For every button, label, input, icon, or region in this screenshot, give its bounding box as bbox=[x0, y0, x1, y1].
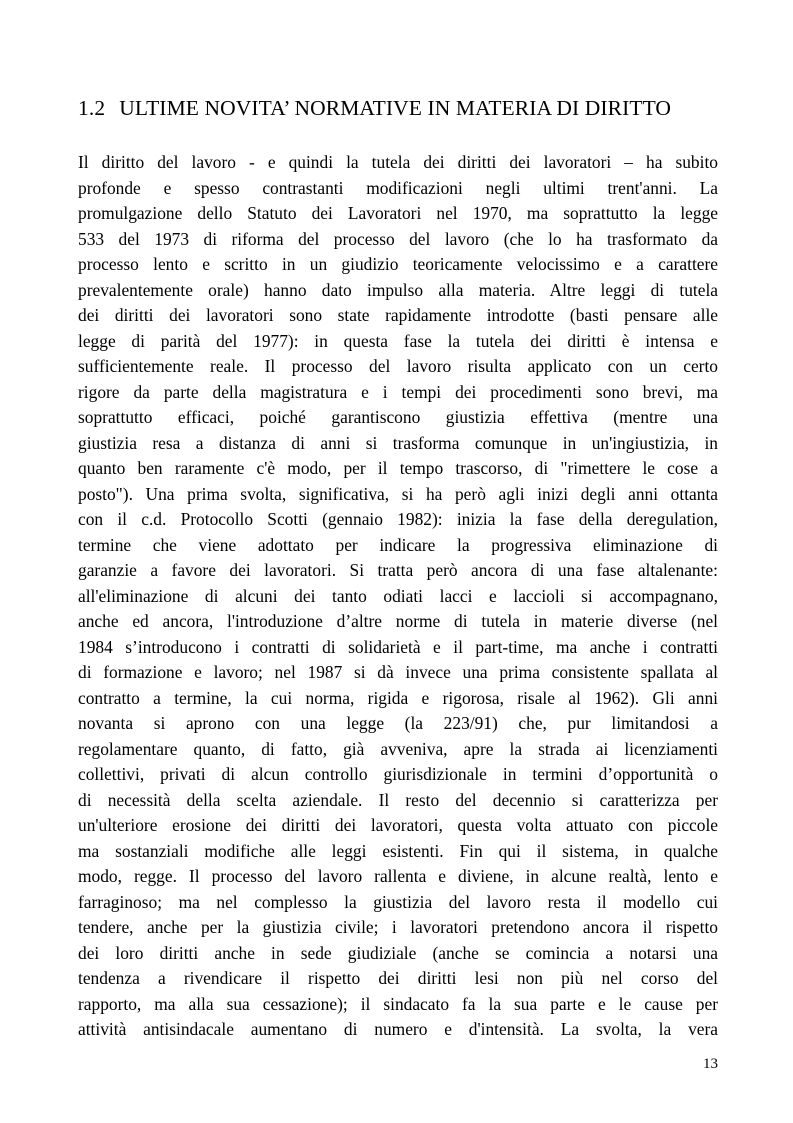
text-line: promulgazione dello Statuto dei Lavoratori nel 1970, ma soprattutto la legge bbox=[78, 203, 718, 223]
text-line: giustizia resa a distanza di anni si trasforma comunque in un'ingiustizia, in bbox=[78, 432, 718, 453]
text-line: di necessità della scelta aziendale. Il resto del decennio si caratterizza per bbox=[78, 789, 718, 810]
text-line: Il diritto del lavoro - e quindi la tutela dei diritti dei lavoratori – ha subito bbox=[78, 152, 718, 172]
section-title: ULTIME NOVITA’ NORMATIVE IN MATERIA DI DIRITTO bbox=[119, 96, 672, 120]
text-line: con il c.d. Protocollo Scotti (gennaio 1982): inizia la fase della deregulation, bbox=[78, 509, 718, 529]
text-line: anche ed ancora, l'introduzione d’altre norme di tutela in materie diverse (nel bbox=[78, 611, 718, 631]
text-line: all'eliminazione di alcuni dei tanto odiati lacci e laccioli si accompagnano, bbox=[78, 585, 718, 606]
text-line: garanzie a favore dei lavoratori. Si tratta però ancora di una fase altalenante: bbox=[78, 560, 718, 580]
text-line: attività antisindacale aumentano di numero e d'intensità. La svolta, la vera bbox=[78, 1019, 718, 1039]
body-paragraph bbox=[78, 150, 718, 1043]
text-line: dei loro diritti anche in sede giudiziale (anche se comincia a notarsi una bbox=[78, 942, 718, 963]
page-number: 13 bbox=[703, 1056, 718, 1072]
text-line: termine che viene adottato per indicare la progressiva eliminazione di bbox=[78, 534, 718, 555]
text-line: tendere, anche per la giustizia civile; i lavoratori pretendono ancora il rispetto bbox=[78, 917, 718, 937]
section-number: 1.2 bbox=[78, 96, 106, 120]
text-line: farraginoso; ma nel complesso la giustizia del lavoro resta il modello cui bbox=[78, 891, 718, 912]
text-line: di formazione e lavoro; nel 1987 si dà invece una prima consistente spallata al bbox=[78, 662, 718, 682]
text-line: 1984 s’introducono i contratti di solidarietà e il part-time, ma anche i contratti bbox=[78, 636, 718, 657]
text-line: 533 del 1973 di riforma del processo del lavoro (che lo ha trasformato da bbox=[78, 228, 718, 249]
text-line: rigore da parte della magistratura e i tempi dei procedimenti sono brevi, ma bbox=[78, 381, 718, 402]
text-line: quanto ben raramente c'è modo, per il tempo trascorso, di "rimettere le cose a bbox=[78, 458, 718, 478]
text-line: rapporto, ma alla sua cessazione); il sindacato fa la sua parte e le cause per bbox=[78, 993, 718, 1014]
text-line: posto"). Una prima svolta, significativa, si ha però agli inizi degli anni ottanta bbox=[78, 483, 718, 504]
text-line: processo lento e scritto in un giudizio teoricamente velocissimo e a carattere bbox=[78, 254, 718, 274]
text-line: ma sostanziali modifiche alle leggi esistenti. Fin qui il sistema, in qualche bbox=[78, 840, 718, 861]
text-line: prevalentemente orale) hanno dato impulso alla materia. Altre leggi di tutela bbox=[78, 279, 718, 300]
text-line: legge di parità del 1977): in questa fase la tutela dei diritti è intensa e bbox=[78, 330, 718, 351]
text-line: soprattutto efficaci, poiché garantiscono giustizia effettiva (mentre una bbox=[78, 407, 718, 427]
section-heading bbox=[78, 96, 738, 121]
text-line: contratto a termine, la cui norma, rigida e rigorosa, risale al 1962). Gli anni bbox=[78, 687, 718, 708]
text-line: sufficientemente reale. Il processo del lavoro risulta applicato con un certo bbox=[78, 356, 718, 376]
text-line: tendenza a rivendicare il rispetto dei diritti lesi non più nel corso del bbox=[78, 968, 718, 988]
text-line: regolamentare quanto, di fatto, già avveniva, apre la strada ai licenziamenti bbox=[78, 738, 718, 759]
text-line: profonde e spesso contrastanti modificazioni negli ultimi trent'anni. La bbox=[78, 177, 718, 198]
text-line: collettivi, privati di alcun controllo giurisdizionale in termini d’opportunità o bbox=[78, 764, 718, 784]
text-line: dei diritti dei lavoratori sono state rapidamente introdotte (basti pensare alle bbox=[78, 305, 718, 325]
text-line: un'ulteriore erosione dei diritti dei lavoratori, questa volta attuato con piccole bbox=[78, 815, 718, 835]
text-line: novanta si aprono con una legge (la 223/91) che, pur limitandosi a bbox=[78, 713, 718, 733]
text-line: modo, regge. Il processo del lavoro rallenta e diviene, in alcune realtà, lento e bbox=[78, 866, 718, 886]
